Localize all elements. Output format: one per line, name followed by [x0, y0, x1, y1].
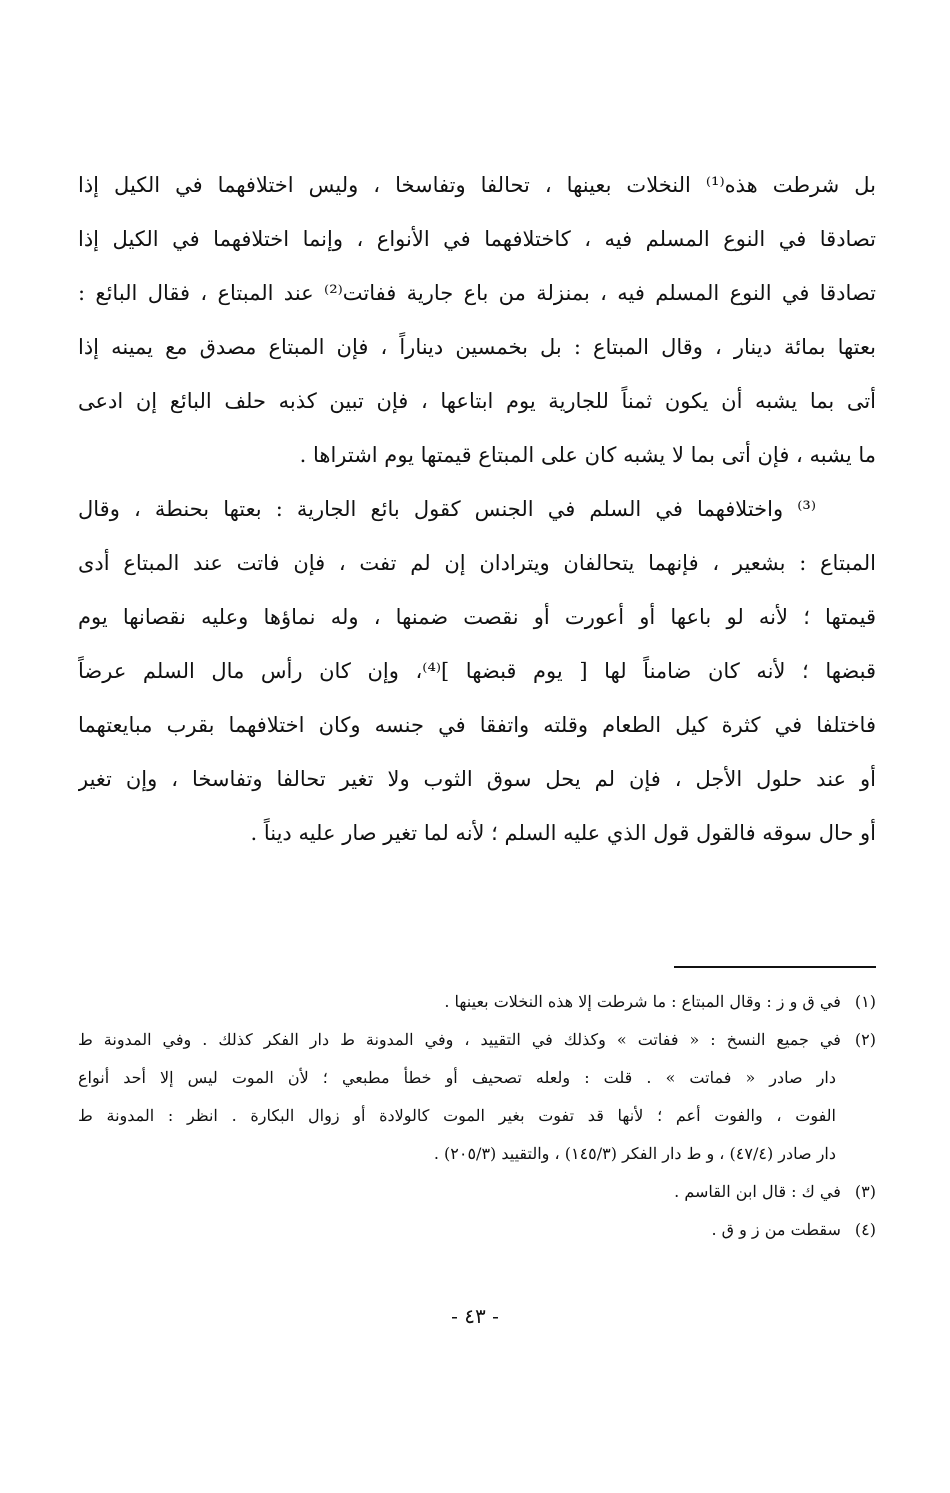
footnote-text: في ك : قال ابن القاسم . [674, 1182, 841, 1201]
footnote-number: (٢) [854, 1030, 876, 1049]
text-line: تصادقا في النوع المسلم فيه ، بمنزلة من باع جارية ففاتت⁽²⁾ عند المبتاع ، فقال البائع : [78, 281, 876, 305]
text-line: أتى بما يشبه أن يكون ثمناً للجارية يوم ابتاعها ، فإن تبين كذبه حلف البائع إن ادعى [78, 389, 876, 413]
footnote-1 [78, 983, 876, 1021]
footnote-line: دار صادر (٤٧/٤) ، و ط دار الفكر (١٤٥/٣) ، والتقييد (٢٠٥/٣) . [433, 1144, 836, 1163]
main-text [78, 158, 876, 860]
text-line: ما يشبه ، فإن أتى بما لا يشبه كان على المبتاع قيمتها يوم اشتراها . [299, 443, 876, 467]
footnote-line [78, 1021, 876, 1059]
footnote-line: دار صادر « فماتت » . قلت : ولعله تصحيف أو خطأ مطبعي ؛ لأن الموت ليس إلا أحد أنواع [78, 1068, 836, 1087]
footnote-text: في ق و ز : وقال المبتاع : ما شرطت إلا هذه النخلات بعينها . [444, 992, 841, 1011]
footnote-separator [674, 966, 876, 968]
footnote-2 [78, 1021, 876, 1173]
text-line: بعتها بمائة دينار ، وقال المبتاع : بل بخمسين ديناراً ، فإن المبتاع مصدق مع يمينه إذا [78, 335, 876, 359]
footnote-text: في جميع النسخ : « ففاتت » وكذلك في التقييد ، وفي المدونة ط دار الفكر كذلك . وفي المدونة ط [78, 1030, 841, 1049]
text-line: قبضها ؛ لأنه كان ضامناً لها [ يوم قبضها ]⁽⁴⁾، وإن كان رأس مال السلم عرضاً [78, 659, 876, 683]
text-line: ⁽³⁾ واختلافهما في السلم في الجنس كقول بائع الجارية : بعتها بحنطة ، وقال [78, 497, 816, 521]
footnote-text: سقطت من ز و ق . [711, 1220, 841, 1239]
footnote-3 [78, 1173, 876, 1211]
footnote-number: (١) [854, 992, 876, 1011]
footnote-line: الفوت ، والفوت أعم ؛ لأنها قد تفوت بغير الموت كالولادة أو زوال البكارة . انظر : المدونة ط [78, 1106, 837, 1125]
text-line: أو حال سوقه فالقول قول الذي عليه السلم ؛ لأنه لما تغير صار عليه ديناً . [250, 821, 876, 845]
footnote-number: (٣) [854, 1182, 876, 1201]
footnotes [78, 983, 876, 1249]
text-line: بل شرطت هذه⁽¹⁾ النخلات بعينها ، تحالفا وتفاسخا ، وليس اختلافهما في الكيل إذا [78, 173, 876, 197]
text-line: فاختلفا في كثرة كيل الطعام وقلته واتفقا في جنسه وكان اختلافهما بقرب مبايعتهما [78, 713, 876, 737]
paragraph-2 [78, 482, 876, 860]
footnote-number: (٤) [854, 1220, 876, 1239]
text-line: قيمتها ؛ لأنه لو باعها أو أعورت أو نقصت ضمنها ، وله نماؤها وعليه نقصانها يوم [78, 605, 876, 629]
text-line: تصادقا في النوع المسلم فيه ، كاختلافهما في الأنواع ، وإنما اختلافهما في الكيل إذا [78, 227, 876, 251]
text-line: المبتاع : بشعير ، فإنهما يتحالفان ويترادان إن لم تفت ، فإن فاتت عند المبتاع أدى [78, 551, 876, 575]
page-number: - ٤٣ - [451, 1304, 499, 1328]
paragraph-1 [78, 158, 876, 482]
text-line: أو عند حلول الأجل ، فإن لم يحل سوق الثوب ولا تغير تحالفا وتفاسخا ، وإن تغير [78, 767, 876, 791]
footnote-4 [78, 1211, 876, 1249]
